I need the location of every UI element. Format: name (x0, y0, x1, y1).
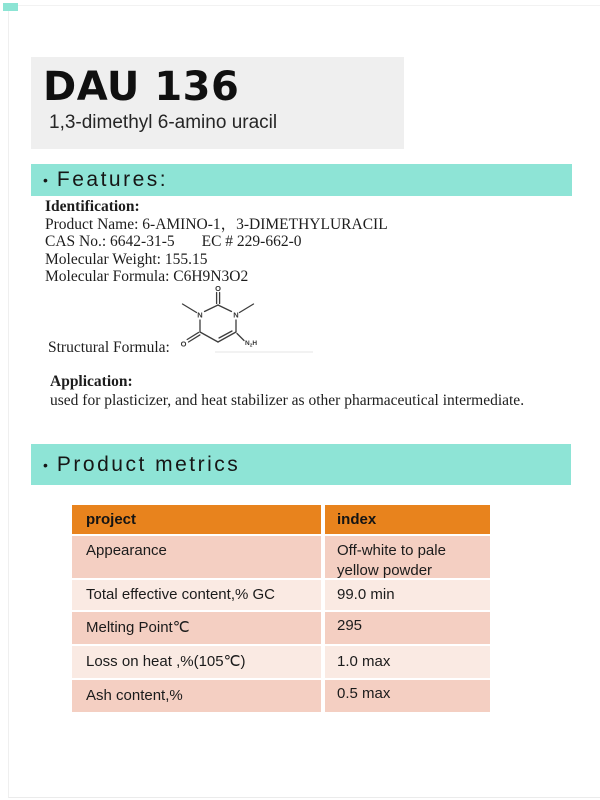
table-cell-index: 295 (325, 612, 490, 644)
identification-section (45, 198, 388, 286)
bullet-icon: • (43, 172, 48, 188)
molecular-weight-line: Molecular Weight: 155.15 (45, 250, 208, 268)
product-title-box (31, 57, 404, 149)
table-cell-index: 0.5 max (325, 680, 490, 712)
table-header-row (72, 505, 490, 534)
product-name-line: Product Name: 6-AMINO-1，3-DIMETHYLURACIL (45, 215, 388, 233)
molecular-formula-line: Molecular Formula: C6H9N3O2 (45, 268, 249, 286)
column-header-index: index (325, 505, 490, 534)
product-title: DAU 136 (43, 64, 240, 110)
amino-group-label: $N_2H$ (245, 340, 258, 349)
product-subtitle: 1,3-dimethyl 6-amino uracil (49, 112, 278, 133)
structural-formula-label: Structural Formula: (48, 339, 170, 356)
application-heading: Application: (50, 373, 133, 390)
metrics-section-header (31, 444, 571, 485)
table-cell-project: Melting Point℃ (72, 612, 325, 644)
atom-n-right: N (233, 310, 239, 320)
table-cell-project: Appearance (72, 536, 325, 578)
atom-n-left: N (197, 310, 203, 320)
metrics-section-label: Product metrics (56, 452, 241, 476)
table-row (72, 612, 490, 644)
corner-accent-mark (3, 3, 18, 11)
atom-o-top: O (215, 284, 221, 293)
cas-ec-line (45, 233, 388, 251)
application-section (50, 373, 524, 410)
ec-number: EC # 229-662-0 (201, 233, 302, 251)
table-cell-project: Ash content,% (72, 680, 325, 712)
identification-heading: Identification: (45, 198, 140, 215)
cas-number: CAS No.: 6642-31-5 (45, 233, 175, 251)
product-metrics-table (72, 505, 490, 714)
table-cell-index: 99.0 min (325, 580, 490, 610)
features-section-label: Features: (56, 168, 169, 191)
table-row (72, 536, 490, 578)
table-cell-index: Off-white to pale yellow powder (325, 536, 490, 578)
table-cell-index: 1.0 max (325, 646, 490, 678)
table-cell-project: Total effective content,% GC (72, 580, 325, 610)
table-cell-project: Loss on heat ,%(105℃) (72, 646, 325, 678)
atom-o-left: O (180, 339, 187, 349)
application-text: used for plasticizer, and heat stabilizer as other pharmaceutical intermediate. (50, 391, 525, 409)
structural-formula-diagram (170, 280, 320, 358)
table-row (72, 646, 490, 678)
column-header-project: project (72, 505, 325, 534)
table-row (72, 680, 490, 712)
table-row (72, 580, 490, 610)
features-section-header (31, 164, 572, 196)
bullet-icon: • (43, 456, 48, 473)
